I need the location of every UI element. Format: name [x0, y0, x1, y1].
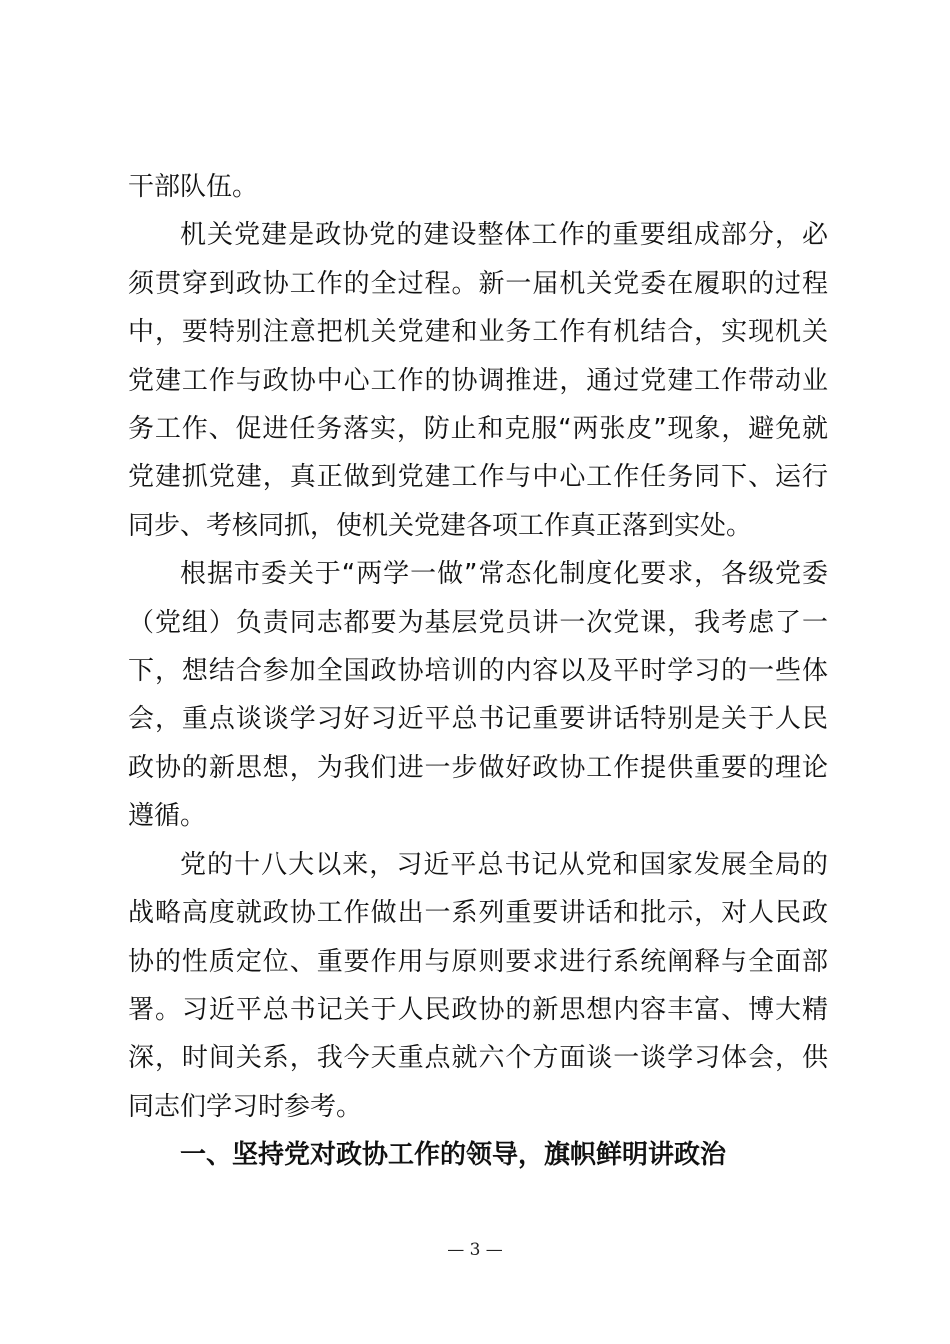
paragraph-new-thought: 党的十八大以来，习近平总书记从党和国家发展全局的战略高度就政协工作做出一系列重要讲话和批示，对人民政协的性质定位、重要作用与原则要求进行系统阐释与全面部署。习近平总书记关于人民政协的新思想内容丰富、博大精深，时间关系，我今天重点就六个方面谈一谈学习体会，供同志们学习时参考。 — [128, 849, 828, 1122]
section-heading: 一、坚持党对政协工作的领导，旗帜鲜明讲政治 — [180, 1140, 727, 1171]
page-number: — 3 — — [447, 1240, 503, 1260]
paragraph-party-lecture: 根据市委关于“两学一做”常态化制度化要求，各级党委（党组）负责同志都要为基层党员讲一次党课，我考虑了一下，想结合参加全国政协培训的内容以及平时学习的一些体会，重点谈谈学习好习近平总书记重要讲话特别是关于人民政协的新思想，为我们进一步做好政协工作提供重要的理论遵循。 — [128, 559, 828, 832]
continuation-line: 干部队伍。 — [128, 172, 259, 202]
paragraph-party-building: 机关党建是政协党的建设整体工作的重要组成部分，必须贯穿到政协工作的全过程。新一届机关党委在履职的过程中，要特别注意把机关党建和业务工作有机结合，实现机关党建工作与政协中心工作的协调推进，通过党建工作带动业务工作、促进任务落实，防止和克服“两张皮”现象，避免就党建抓党建，真正做到党建工作与中心工作任务同下、运行同步、考核同抓，使机关党建各项工作真正落到实处。 — [128, 220, 828, 541]
document-body — [128, 163, 828, 1180]
